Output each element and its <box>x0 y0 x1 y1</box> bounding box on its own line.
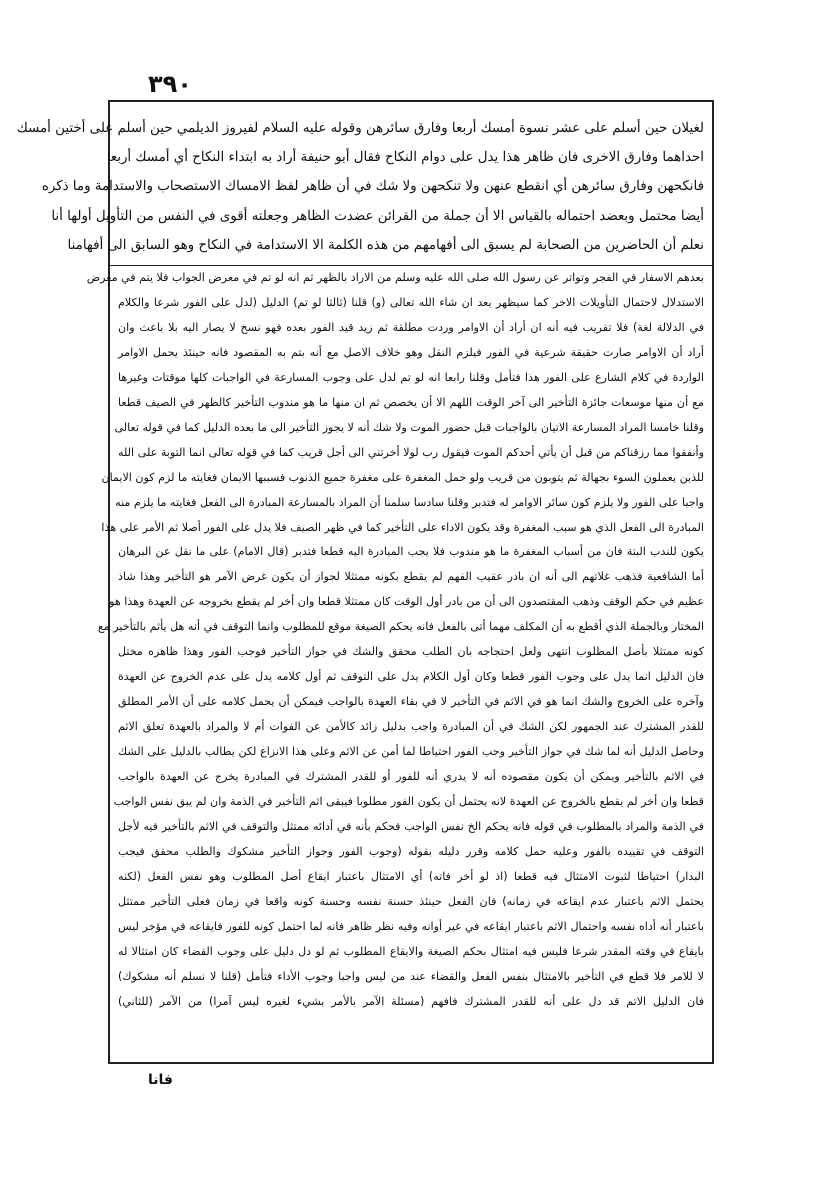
main-text-line: وأنفقوا مما رزقناكم من قبل أن يأتي أحدكم الموت فيقول رب لولا أخرتني الى أجل قريب كما في قوله تعالى انما التوبة على الله <box>118 445 704 459</box>
main-text-line: يحتمل الاثم باعتبار عدم ايقاعه في زمانه) فان الفعل حينئذ حسنة نفسه وحسنة كونه واقعا في زمان فعلى التأخير ممتثل <box>118 894 704 908</box>
main-text-line: باعتبار أنه أداه نفسه واحتمال الاثم باعتبار ايقاعه في غير أوانه وفيه نظر ظاهر فانه لما احتمل كونه للفور فايقاعه في مؤخر ليس <box>118 919 704 933</box>
text-frame <box>16 100 714 1064</box>
main-text-line: المبادرة الى الفعل الذي هو سبب المغفرة وقد يكون الاداء على التأخير كما في ظهر الصيف فلا يدل على الفور أصلا ثم الأمر على هذا <box>101 520 704 534</box>
main-text-line: في الدلالة لغة) فلا تقريب فيه أنه ان أراد أن الاوامر وردت مطلقة ثم زيد قيد الفور بعده فهو نسخ لا يصار اليه بلا باعث وان <box>118 320 704 334</box>
page-number: ٣٩٠ <box>148 70 192 98</box>
main-text-line: وحاصل الدليل أنه لما شك في جواز التأخير وجب الفور احتياطا لما أمن عن الاثم وعلى هذا الانزاع لكن يطالب بالدليل على الشك <box>118 745 704 759</box>
main-text-line: لا للامر فلا قطع في التأخير بالامتثال بنفس الفعل والقضاء عند من ليس واجبا وجوب الأداء فتأمل (قلنا لا نسلم أنه مشكوك) <box>118 969 704 983</box>
main-text-line: البدار) احتياطا لثبوت الامتثال فيه قطعا (اذ لو أخر فاته) أي الامتثال باعتبار ايقاع أصل المطلوب وهو نفس الفعل (لكنه <box>118 869 704 883</box>
main-text-line: فان الدليل انما يدل على وجوب الفور قطعا وكان أول الكلام يدل على التوقف ثم أول كلامه يدل على عدم الخروج عن العهدة <box>118 670 704 684</box>
margin-text-section <box>16 114 704 262</box>
margin-text-line: نعلم أن الحاضرين من الصحابة لم يسبق الى أفهامهم من هذه الكلمة الا الاستدامة في النكاح وهو السابق الى أفهامنا <box>67 237 704 253</box>
margin-text-line: لغيلان حين أسلم على عشر نسوة أمسك أربعا وفارق سائرهن وقوله عليه السلام لفيروز الديلمي حين أسلم على أختين أمسك <box>16 121 704 136</box>
main-text-line: كونه ممتثلا بأصل المطلوب انتهى ولعل احتجاجه بان الطلب محقق والشك في جواز التأخير فوجب الفور وهذا ظاهره مختل <box>118 645 704 659</box>
margin-text-line: أيضا محتمل وبعضد احتماله بالقياس الا أن جملة من القرائن عضدت الظاهر وجعلته أقوى في النفس من التأويل أولها أنا <box>51 208 704 224</box>
main-text-line: للذين يعملون السوء بجهالة ثم يتوبون من قريب ولو حمل المغفرة على مغفرة جميع الذنوب فسببها الايمان فغايته ما لزم كون الايمان <box>101 470 704 484</box>
main-text-section <box>86 266 704 1058</box>
main-text-line: قطعا وان أخر لم يقطع بالخروج عن العهدة لانه يحتمل أن يكون الفور مطلوبا فيبقى اثم التأخير في الذمة وان لم يبق نفس الواجب <box>113 795 704 809</box>
main-text-line: الواردة في كلام الشارع على الفور هذا فتأمل وقلنا رابعا انه لو تم لدل على وجوب المسارعة في الواجبات كلها موقتات وغيرها <box>118 370 704 384</box>
main-text-line: بايقاع في وقته المقدر شرعا فليس فيه امتثال بحكم الصيغة والايقاع المطلوب ثم لو دل دليل على وجوب القضاء كان امتثالا له <box>118 944 704 958</box>
main-text-line: المختار وبالجملة الذي أقطع به أن المكلف مهما أتى بالفعل فانه يحكم الصيغة موقع للمطلوب وانما التوقف في أنه هل يأثم بالتأخير مع <box>97 620 704 634</box>
main-text-line: مع أن منها موسعات جائزة التأخير الى آخر الوقت اللهم الا أن يخصص ثم ان منها ما هو مندوب التأخير كالظهر في الصيف قطعا <box>118 395 704 409</box>
main-text-line: أراد أن الاوامر صارت حقيقة شرعية في الفور فيلزم النقل وهو خلاف الاصل مع أنه بتم به المقصود فانه حينئذ يحمل الاوامر <box>118 345 704 359</box>
main-text-line: بعدهم الاسفار في الفجر وتواتر عن رسول الله صلى الله عليه وسلم من الاراد بالظهر ثم انه لو تم في معرض الجواب فلا يتم في معرض <box>86 271 704 284</box>
main-text-line: عظيم في حكم الوقف وذهب المقتصدون الى أن من بادر أول الوقت كان ممتثلا قطعا وان أخر لم يقطع بخروجه عن العهدة وهذا هو <box>109 595 704 609</box>
main-text-line: الاستدلال لاحتمال التأويلات الاخر كما سيظهر بعد ان شاء الله تعالى (و) قلنا (ثالثا لو تم) الدليل (لدل على الفور شرعا والكلام <box>118 295 704 309</box>
main-text-line: للقدر المشترك عند الجمهور لكن الشك في أن المبادرة واجب بدليل زائد كالأمن عن الفوات أم لا والمراد بالعهدة تعلق الاثم <box>118 720 704 734</box>
main-text-line: التوقف في تقييده بالفور وعليه حمل كلامه وقرر دليله بقوله (وجوب الفور وجواز التأخير مشكوك والطلب محقق فيجب <box>118 844 704 858</box>
main-text-line: يكون للندب البتة فان من أسباب المغفرة ما هو مندوب فلا يجب المبادرة اليه قطعا فتدبر (قال الامام) على ما نقل عن البرهان <box>118 545 704 559</box>
main-text-line: واجبا على الفور ولا يلزم كون سائر الاوامر له فتدبر وقلنا سادسا سلمنا أن المراد بالمسارعة المبادرة الى الفعل فغايته ما يلزم منه <box>115 495 704 509</box>
main-text-line: أما الشافعية فذهب غلاتهم الى أنه ان بادر عقيب الفهم لم يقطع بكونه ممتثلا لجواز أن يكون غرض الآمر هو التأخير وهذا شاذ <box>118 570 704 584</box>
main-text-line: في الذمة والمراد بالمطلوب في قوله فانه يحكم الخ نفس الواجب فحكم بأنه في أدائه ممتثل والتوقف في الاثم بالتأخير فيه لأجل <box>118 819 704 833</box>
main-text-line: في الاثم بالتأخير ويمكن أن يكون مقصوده أنه لا يدري أنه للفور أو للقدر المشترك في المبادرة يخرج عن العهدة بالواجب <box>118 770 704 784</box>
main-text-line: وآخره على الخروج والشك انما هو في الاثم في التأخير لا في بقاء العهدة بالواجب فيمكن أن يحمل كلامه على أن الأمر المطلق <box>118 695 704 709</box>
margin-text-line: فانكحهن وفارق سائرهن أي انقطع عنهن ولا تنكحهن ولا شك في أن ظاهر لفظ الامساك الاستصحاب والاستدامة وما ذكره <box>41 179 704 195</box>
main-text-line: فان الدليل الاتم قد دل على أنه للقدر المشترك فافهم (مسئلة الآمر بالأمر بشيء لغيره ليس آمرا) من الآمر (للثاني) <box>118 994 704 1008</box>
main-text-line: وقلنا خامسا المراد المسارعة الاتيان بالواجبات قبل حضور الموت ولا شك أنه لا يجوز التأخير الى ما بعده الدليل كما في قوله تعالى <box>114 420 704 434</box>
margin-text-line: احداهما وفارق الاخرى فان ظاهر هذا يدل على دوام النكاح فقال أبو حنيفة أراد به ابتداء النكاح أي أمسك أربعا <box>106 150 704 166</box>
catchword: فانا <box>148 1072 173 1088</box>
